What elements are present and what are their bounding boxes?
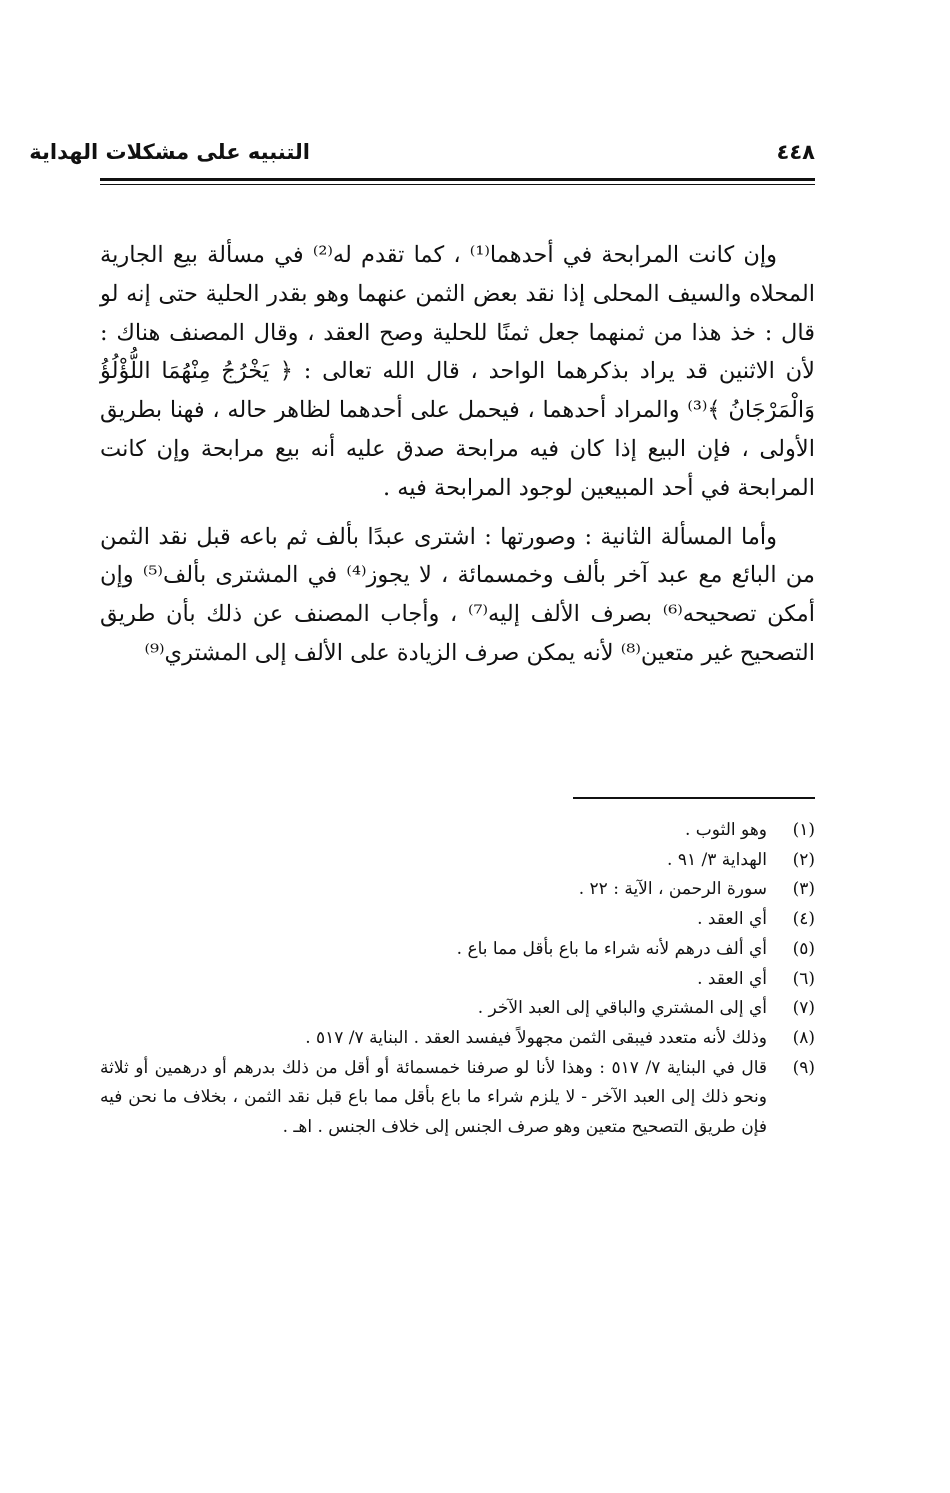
footnote-text: أي إلى المشتري والباقي إلى العبد الآخر . bbox=[477, 998, 767, 1019]
footnote-text: الهداية ٣/ ٩١ . bbox=[667, 849, 767, 870]
footnote-3 bbox=[100, 875, 815, 905]
footnote-2 bbox=[100, 846, 815, 876]
footnote-separator bbox=[573, 797, 815, 799]
footnote-text: وهو الثوب . bbox=[685, 820, 767, 840]
running-header bbox=[29, 140, 815, 180]
footnote-text: أي العقد . bbox=[697, 909, 767, 930]
footnote-number: (٩) bbox=[792, 1057, 815, 1078]
header-rule-thin bbox=[100, 184, 815, 185]
footnote-6 bbox=[100, 965, 815, 995]
footnote-9 bbox=[100, 1054, 815, 1143]
footnote-number: (٥) bbox=[792, 938, 815, 959]
header-rule-thick bbox=[100, 178, 815, 181]
footnote-text: أي العقد . bbox=[697, 968, 767, 989]
footnote-7 bbox=[100, 994, 815, 1024]
footnote-number: (٤) bbox=[792, 909, 815, 930]
footnotes-list bbox=[100, 816, 815, 1143]
footnote-8 bbox=[100, 1024, 815, 1054]
footnote-4 bbox=[100, 905, 815, 935]
footnote-text: وذلك لأنه متعدد فيبقى الثمن مجهولاً فيفسد العقد . البناية ٧/ ٥١٧ . bbox=[305, 1027, 767, 1048]
footnote-5 bbox=[100, 935, 815, 965]
footnote-number: (٣) bbox=[792, 879, 815, 900]
paragraph-2: وأما المسألة الثانية : وصورتها : اشترى عبدًا بألف ثم باعه قبل نقد الثمن من البائع مع عبد آخر بألف وخمسمائة ، لا يجوز⁽⁴⁾ في المشترى بألف⁽⁵⁾ وإن أمكن تصحيحه⁽⁶⁾ بصرف الألف إليه⁽⁷⁾ ، وأجاب المصنف عن ذلك بأن طريق التصحيح غير متعين⁽⁸⁾ لأنه يمكن صرف الزيادة على الألف إلى المشتري⁽⁹⁾ bbox=[100, 523, 815, 666]
footnote-number: (٧) bbox=[792, 998, 815, 1019]
footnote-number: (٨) bbox=[792, 1027, 815, 1048]
footnote-number: (١) bbox=[792, 820, 815, 840]
footnote-1 bbox=[100, 816, 815, 846]
running-title: التنبيه على مشكلات الهداية bbox=[29, 140, 310, 164]
footnote-number: (٦) bbox=[792, 968, 815, 989]
main-text bbox=[100, 236, 815, 673]
footnote-text: أي ألف درهم لأنه شراء ما باع بأقل مما باع . bbox=[456, 938, 767, 959]
footnote-text: قال في البناية ٧/ ٥١٧ : وهذا لأنا لو صرفنا خمسمائة أو أقل من ذلك بدرهم أو درهمين أو ثلاثة ونحو ذلك إلى العبد الآخر - لا يلزم شراء ما باع بأقل مما باع قبل نقد الثمن ، بخلاف ما نحن فيه فإن طريق التصحيح متعين وهو صرف الجنس إلى خلاف الجنس . اهـ . bbox=[100, 1057, 767, 1138]
footnote-number: (٢) bbox=[792, 849, 815, 870]
footnote-text: سورة الرحمن ، الآية : ٢٢ . bbox=[578, 879, 767, 900]
page-number: ٤٤٨ bbox=[776, 140, 815, 164]
paragraph-1: وإن كانت المرابحة في أحدهما⁽¹⁾ ، كما تقدم له⁽²⁾ في مسألة بيع الجارية المحلاه والسيف المحلى إذا نقد بعض الثمن عنهما وهو بقدر الحلية حتى إنه لو قال : خذ هذا من ثمنهما جعل ثمنًا للحلية وصح العقد ، وقال المصنف هناك : لأن الاثنين قد يراد بذكرهما الواحد ، قال الله تعالى : ﴿ يَخْرُجُ مِنْهُمَا اللُّؤْلُؤُ وَالْمَرْجَانُ ﴾⁽³⁾ والمراد أحدهما ، فيحمل على أحدهما لظاهر حاله ، فهنا بطريق الأولى ، فإن البيع إذا كان فيه مرابحة صدق عليه أنه بيع مرابحة وإن كانت المرابحة في أحد المبيعين لوجود المرابحة فيه . bbox=[100, 242, 816, 501]
